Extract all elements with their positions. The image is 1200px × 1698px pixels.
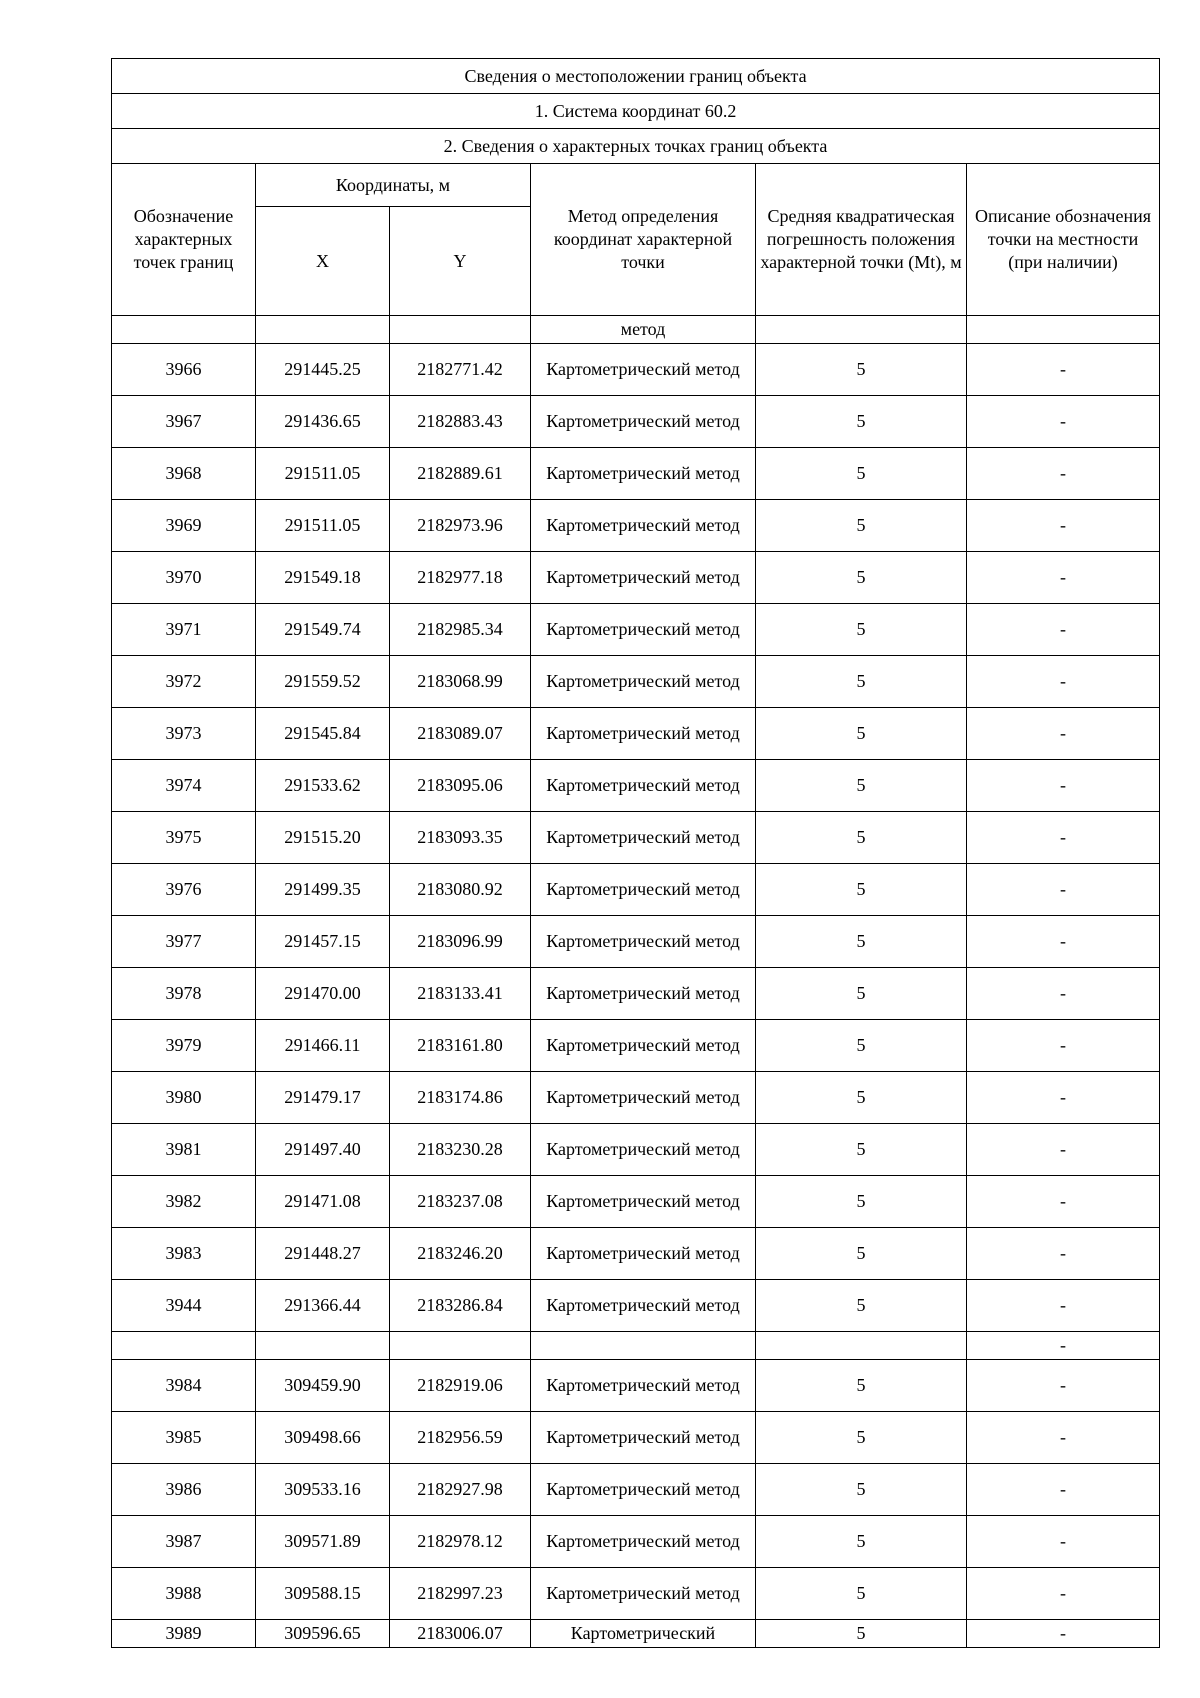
table-row	[112, 916, 1160, 968]
x-cell: 309498.66	[256, 1412, 390, 1464]
description-cell: -	[967, 656, 1160, 708]
y-cell: 2183230.28	[390, 1124, 531, 1176]
x-cell: 309588.15	[256, 1568, 390, 1620]
description-cell: -	[967, 1360, 1160, 1412]
point-cell: 3971	[112, 604, 256, 656]
y-cell: 2182927.98	[390, 1464, 531, 1516]
x-cell: 291549.74	[256, 604, 390, 656]
error-cell: 5	[756, 1124, 967, 1176]
table-row	[112, 708, 1160, 760]
x-cell: 291511.05	[256, 448, 390, 500]
description-cell: -	[967, 1176, 1160, 1228]
point-cell: 3968	[112, 448, 256, 500]
header-y: Y	[390, 207, 531, 316]
method-cell: Картометрический метод	[531, 1464, 756, 1516]
error-cell: 5	[756, 916, 967, 968]
y-cell: 2183089.07	[390, 708, 531, 760]
y-cell: 2182771.42	[390, 344, 531, 396]
x-cell: 291470.00	[256, 968, 390, 1020]
y-cell: 2182889.61	[390, 448, 531, 500]
point-cell: 3977	[112, 916, 256, 968]
table-row	[112, 656, 1160, 708]
point-cell: 3987	[112, 1516, 256, 1568]
separator-row	[112, 1332, 1160, 1360]
error-cell: 5	[756, 812, 967, 864]
method-cell: Картометрический	[531, 1620, 756, 1648]
method-cell: Картометрический метод	[531, 1412, 756, 1464]
description-cell: -	[967, 552, 1160, 604]
description-cell: -	[967, 812, 1160, 864]
method-cell: Картометрический метод	[531, 656, 756, 708]
table-row	[112, 1228, 1160, 1280]
error-cell: 5	[756, 1412, 967, 1464]
description-cell: -	[967, 916, 1160, 968]
method-cell: Картометрический метод	[531, 812, 756, 864]
point-cell: 3974	[112, 760, 256, 812]
y-cell: 2183246.20	[390, 1228, 531, 1280]
continuation-row	[112, 316, 1160, 344]
method-cell: Картометрический метод	[531, 864, 756, 916]
x-cell: 291549.18	[256, 552, 390, 604]
error-cell: 5	[756, 448, 967, 500]
description-cell: -	[967, 968, 1160, 1020]
error-cell: 5	[756, 656, 967, 708]
header-x: X	[256, 207, 390, 316]
y-cell: 2183161.80	[390, 1020, 531, 1072]
x-cell: 291515.20	[256, 812, 390, 864]
point-cell: 3972	[112, 656, 256, 708]
table-row	[112, 1280, 1160, 1332]
x-cell: 291436.65	[256, 396, 390, 448]
y-cell: 2182973.96	[390, 500, 531, 552]
x-cell: 291471.08	[256, 1176, 390, 1228]
method-cell: Картометрический метод	[531, 916, 756, 968]
y-cell: 2182956.59	[390, 1412, 531, 1464]
table-row	[112, 448, 1160, 500]
x-cell: 309459.90	[256, 1360, 390, 1412]
table-row	[112, 500, 1160, 552]
point-cell: 3973	[112, 708, 256, 760]
coordinate-system: 1. Система координат 60.2	[112, 94, 1160, 129]
point-cell: 3978	[112, 968, 256, 1020]
separator-description: -	[967, 1332, 1160, 1360]
description-cell: -	[967, 708, 1160, 760]
table-row	[112, 968, 1160, 1020]
error-cell: 5	[756, 1516, 967, 1568]
y-cell: 2183096.99	[390, 916, 531, 968]
table-row	[112, 1620, 1160, 1648]
x-cell: 291479.17	[256, 1072, 390, 1124]
method-cell: Картометрический метод	[531, 1360, 756, 1412]
description-cell: -	[967, 1124, 1160, 1176]
point-cell: 3985	[112, 1412, 256, 1464]
point-cell: 3969	[112, 500, 256, 552]
description-cell: -	[967, 500, 1160, 552]
y-cell: 2183133.41	[390, 968, 531, 1020]
error-cell: 5	[756, 864, 967, 916]
x-cell: 291499.35	[256, 864, 390, 916]
x-cell: 309571.89	[256, 1516, 390, 1568]
error-cell: 5	[756, 1228, 967, 1280]
point-cell: 3983	[112, 1228, 256, 1280]
y-cell: 2182985.34	[390, 604, 531, 656]
method-cell: Картометрический метод	[531, 604, 756, 656]
point-cell: 3986	[112, 1464, 256, 1516]
point-cell: 3970	[112, 552, 256, 604]
error-cell: 5	[756, 1072, 967, 1124]
document-title: Сведения о местоположении границ объекта	[112, 59, 1160, 94]
point-cell: 3980	[112, 1072, 256, 1124]
table-row	[112, 760, 1160, 812]
description-cell: -	[967, 1516, 1160, 1568]
y-cell: 2182883.43	[390, 396, 531, 448]
y-cell: 2182978.12	[390, 1516, 531, 1568]
description-cell: -	[967, 864, 1160, 916]
x-cell: 291497.40	[256, 1124, 390, 1176]
table-row	[112, 1516, 1160, 1568]
header-coords: Координаты, м	[256, 164, 531, 207]
y-cell: 2182977.18	[390, 552, 531, 604]
y-cell: 2183068.99	[390, 656, 531, 708]
error-cell: 5	[756, 1620, 967, 1648]
point-cell: 3982	[112, 1176, 256, 1228]
table-row	[112, 1072, 1160, 1124]
error-cell: 5	[756, 552, 967, 604]
x-cell: 291511.05	[256, 500, 390, 552]
point-cell: 3979	[112, 1020, 256, 1072]
point-cell: 3966	[112, 344, 256, 396]
table-row	[112, 1020, 1160, 1072]
error-cell: 5	[756, 1360, 967, 1412]
method-cell: Картометрический метод	[531, 396, 756, 448]
method-cell: Картометрический метод	[531, 1020, 756, 1072]
description-cell: -	[967, 1280, 1160, 1332]
error-cell: 5	[756, 500, 967, 552]
description-cell: -	[967, 1072, 1160, 1124]
y-cell: 2183174.86	[390, 1072, 531, 1124]
method-cell: Картометрический метод	[531, 1568, 756, 1620]
continuation-method: метод	[531, 316, 756, 344]
y-cell: 2183237.08	[390, 1176, 531, 1228]
point-cell: 3988	[112, 1568, 256, 1620]
table-row	[112, 864, 1160, 916]
table-row	[112, 1568, 1160, 1620]
method-cell: Картометрический метод	[531, 760, 756, 812]
method-cell: Картометрический метод	[531, 968, 756, 1020]
table-row	[112, 812, 1160, 864]
error-cell: 5	[756, 1020, 967, 1072]
method-cell: Картометрический метод	[531, 500, 756, 552]
y-cell: 2182919.06	[390, 1360, 531, 1412]
error-cell: 5	[756, 1568, 967, 1620]
method-cell: Картометрический метод	[531, 1228, 756, 1280]
error-cell: 5	[756, 760, 967, 812]
x-cell: 291545.84	[256, 708, 390, 760]
method-cell: Картометрический метод	[531, 1124, 756, 1176]
error-cell: 5	[756, 604, 967, 656]
table-row	[112, 1412, 1160, 1464]
error-cell: 5	[756, 1464, 967, 1516]
method-cell: Картометрический метод	[531, 552, 756, 604]
table-row	[112, 1464, 1160, 1516]
header-point: Обозначение характерных точек границ	[112, 164, 256, 316]
point-cell: 3989	[112, 1620, 256, 1648]
method-cell: Картометрический метод	[531, 448, 756, 500]
error-cell: 5	[756, 708, 967, 760]
x-cell: 309533.16	[256, 1464, 390, 1516]
method-cell: Картометрический метод	[531, 1176, 756, 1228]
error-cell: 5	[756, 344, 967, 396]
description-cell: -	[967, 1568, 1160, 1620]
header-error: Средняя квадратическая погрешность положения характерной точки (Mt), м	[756, 164, 967, 316]
description-cell: -	[967, 344, 1160, 396]
method-cell: Картометрический метод	[531, 344, 756, 396]
point-cell: 3976	[112, 864, 256, 916]
header-description: Описание обозначения точки на местности (при наличии)	[967, 164, 1160, 316]
description-cell: -	[967, 1620, 1160, 1648]
description-cell: -	[967, 1412, 1160, 1464]
point-cell: 3984	[112, 1360, 256, 1412]
point-cell: 3981	[112, 1124, 256, 1176]
y-cell: 2183080.92	[390, 864, 531, 916]
point-cell: 3944	[112, 1280, 256, 1332]
description-cell: -	[967, 1020, 1160, 1072]
point-cell: 3975	[112, 812, 256, 864]
table-row	[112, 344, 1160, 396]
table-row	[112, 1124, 1160, 1176]
boundary-points-table	[111, 58, 1160, 1648]
description-cell: -	[967, 1464, 1160, 1516]
x-cell: 291533.62	[256, 760, 390, 812]
x-cell: 291448.27	[256, 1228, 390, 1280]
header-method: Метод определения координат характерной точки	[531, 164, 756, 316]
x-cell: 291559.52	[256, 656, 390, 708]
error-cell: 5	[756, 1280, 967, 1332]
x-cell: 291445.25	[256, 344, 390, 396]
table-row	[112, 604, 1160, 656]
error-cell: 5	[756, 968, 967, 1020]
description-cell: -	[967, 760, 1160, 812]
y-cell: 2183006.07	[390, 1620, 531, 1648]
description-cell: -	[967, 396, 1160, 448]
x-cell: 309596.65	[256, 1620, 390, 1648]
y-cell: 2183095.06	[390, 760, 531, 812]
description-cell: -	[967, 1228, 1160, 1280]
error-cell: 5	[756, 1176, 967, 1228]
x-cell: 291457.15	[256, 916, 390, 968]
method-cell: Картометрический метод	[531, 1072, 756, 1124]
table-row	[112, 1360, 1160, 1412]
error-cell: 5	[756, 396, 967, 448]
point-cell: 3967	[112, 396, 256, 448]
description-cell: -	[967, 448, 1160, 500]
x-cell: 291466.11	[256, 1020, 390, 1072]
method-cell: Картометрический метод	[531, 1280, 756, 1332]
table-row	[112, 1176, 1160, 1228]
y-cell: 2183286.84	[390, 1280, 531, 1332]
table-row	[112, 552, 1160, 604]
method-cell: Картометрический метод	[531, 1516, 756, 1568]
table-row	[112, 396, 1160, 448]
x-cell: 291366.44	[256, 1280, 390, 1332]
y-cell: 2183093.35	[390, 812, 531, 864]
description-cell: -	[967, 604, 1160, 656]
method-cell: Картометрический метод	[531, 708, 756, 760]
y-cell: 2182997.23	[390, 1568, 531, 1620]
points-section-title: 2. Сведения о характерных точках границ объекта	[112, 129, 1160, 164]
